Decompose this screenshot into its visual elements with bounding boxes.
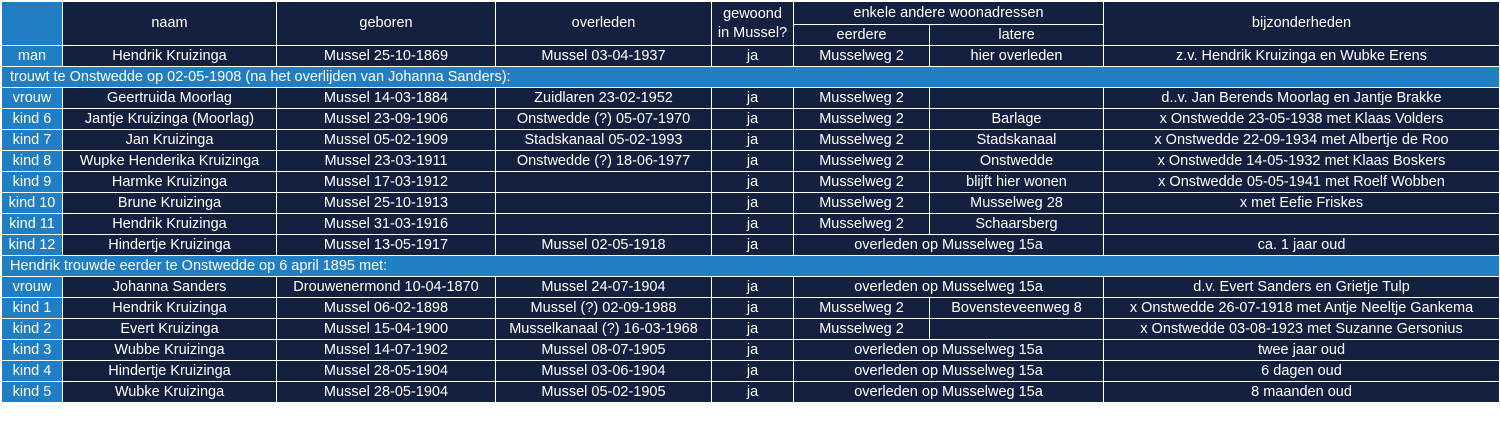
table-row — [2, 214, 1500, 235]
died-cell: Onstwedde (?) 18-06-1977 — [496, 151, 712, 172]
born-cell: Mussel 06-02-1898 — [277, 298, 496, 319]
died-cell: Mussel 08-07-1905 — [496, 340, 712, 361]
lived-cell: ja — [712, 319, 794, 340]
details-cell: x Onstwedde 23-05-1938 met Klaas Volders — [1104, 109, 1500, 130]
died-cell — [496, 172, 712, 193]
lived-cell: ja — [712, 46, 794, 67]
later-address-cell: Musselweg 28 — [930, 193, 1104, 214]
name-cell: Evert Kruizinga — [63, 319, 277, 340]
name-cell: Jan Kruizinga — [63, 130, 277, 151]
address-cell-merged: overleden op Musselweg 15a — [794, 340, 1104, 361]
table-row — [2, 277, 1500, 298]
born-cell: Mussel 13-05-1917 — [277, 235, 496, 256]
died-cell: Mussel 02-05-1918 — [496, 235, 712, 256]
lived-cell: ja — [712, 193, 794, 214]
earlier-address-cell: Musselweg 2 — [794, 109, 930, 130]
died-cell: Mussel 03-04-1937 — [496, 46, 712, 67]
separator-text: Hendrik trouwde eerder te Onstwedde op 6 april 1895 met: — [2, 256, 1500, 277]
role-cell: kind 1 — [2, 298, 63, 319]
later-address-cell: Stadskanaal — [930, 130, 1104, 151]
name-cell: Wupke Henderika Kruizinga — [63, 151, 277, 172]
lived-cell: ja — [712, 172, 794, 193]
role-cell: vrouw — [2, 277, 63, 298]
details-cell: x met Eefie Friskes — [1104, 193, 1500, 214]
role-cell: kind 9 — [2, 172, 63, 193]
name-cell: Hendrik Kruizinga — [63, 46, 277, 67]
born-cell: Mussel 05-02-1909 — [277, 130, 496, 151]
table-row — [2, 130, 1500, 151]
later-address-cell — [930, 319, 1104, 340]
lived-cell: ja — [712, 298, 794, 319]
genealogy-table — [1, 1, 1500, 403]
role-cell: kind 2 — [2, 319, 63, 340]
details-cell: ca. 1 jaar oud — [1104, 235, 1500, 256]
role-cell: vrouw — [2, 88, 63, 109]
role-cell: kind 6 — [2, 109, 63, 130]
born-cell: Mussel 28-05-1904 — [277, 361, 496, 382]
lived-cell: ja — [712, 235, 794, 256]
role-cell: kind 7 — [2, 130, 63, 151]
role-cell: kind 10 — [2, 193, 63, 214]
born-cell: Mussel 28-05-1904 — [277, 382, 496, 403]
table-row — [2, 88, 1500, 109]
lived-cell: ja — [712, 130, 794, 151]
table-row — [2, 172, 1500, 193]
name-cell: Hindertje Kruizinga — [63, 235, 277, 256]
details-cell — [1104, 214, 1500, 235]
lived-cell: ja — [712, 109, 794, 130]
separator-text: trouwt te Onstwedde op 02-05-1908 (na het overlijden van Johanna Sanders): — [2, 67, 1500, 88]
header-geboren: geboren — [277, 2, 496, 46]
died-cell: Mussel (?) 02-09-1988 — [496, 298, 712, 319]
table-row — [2, 382, 1500, 403]
later-address-cell — [930, 88, 1104, 109]
role-cell: kind 12 — [2, 235, 63, 256]
details-cell: x Onstwedde 26-07-1918 met Antje Neeltje Gankema — [1104, 298, 1500, 319]
role-cell: kind 11 — [2, 214, 63, 235]
died-cell: Stadskanaal 05-02-1993 — [496, 130, 712, 151]
details-cell: d..v. Jan Berends Moorlag en Jantje Brakke — [1104, 88, 1500, 109]
later-address-cell: hier overleden — [930, 46, 1104, 67]
earlier-address-cell: Musselweg 2 — [794, 172, 930, 193]
born-cell: Mussel 14-07-1902 — [277, 340, 496, 361]
table-row — [2, 361, 1500, 382]
earlier-address-cell: Musselweg 2 — [794, 298, 930, 319]
name-cell: Wubke Kruizinga — [63, 382, 277, 403]
details-cell: z.v. Hendrik Kruizinga en Wubke Erens — [1104, 46, 1500, 67]
lived-cell: ja — [712, 214, 794, 235]
details-cell: d.v. Evert Sanders en Grietje Tulp — [1104, 277, 1500, 298]
header-eerdere: eerdere — [794, 25, 930, 46]
address-cell-merged: overleden op Musselweg 15a — [794, 235, 1104, 256]
lived-cell: ja — [712, 340, 794, 361]
born-cell: Drouwenermond 10-04-1870 — [277, 277, 496, 298]
separator-row — [2, 67, 1500, 88]
details-cell: twee jaar oud — [1104, 340, 1500, 361]
died-cell: Mussel 03-06-1904 — [496, 361, 712, 382]
earlier-address-cell: Musselweg 2 — [794, 193, 930, 214]
header-row-top — [2, 2, 1500, 25]
later-address-cell: blijft hier wonen — [930, 172, 1104, 193]
born-cell: Mussel 23-09-1906 — [277, 109, 496, 130]
table-row — [2, 151, 1500, 172]
lived-cell: ja — [712, 151, 794, 172]
name-cell: Brune Kruizinga — [63, 193, 277, 214]
earlier-address-cell: Musselweg 2 — [794, 214, 930, 235]
table-row — [2, 340, 1500, 361]
name-cell: Jantje Kruizinga (Moorlag) — [63, 109, 277, 130]
earlier-address-cell: Musselweg 2 — [794, 88, 930, 109]
name-cell: Wubbe Kruizinga — [63, 340, 277, 361]
later-address-cell: Barlage — [930, 109, 1104, 130]
name-cell: Hendrik Kruizinga — [63, 298, 277, 319]
header-gewoond-line2: in Mussel? — [717, 24, 788, 41]
table-row — [2, 319, 1500, 340]
details-cell: 8 maanden oud — [1104, 382, 1500, 403]
header-latere: latere — [930, 25, 1104, 46]
address-cell-merged: overleden op Musselweg 15a — [794, 361, 1104, 382]
earlier-address-cell: Musselweg 2 — [794, 130, 930, 151]
details-cell: 6 dagen oud — [1104, 361, 1500, 382]
header-gewoond — [712, 2, 794, 46]
born-cell: Mussel 31-03-1916 — [277, 214, 496, 235]
name-cell: Geertruida Moorlag — [63, 88, 277, 109]
details-cell: x Onstwedde 22-09-1934 met Albertje de Roo — [1104, 130, 1500, 151]
earlier-address-cell: Musselweg 2 — [794, 46, 930, 67]
role-cell: kind 5 — [2, 382, 63, 403]
role-cell: kind 3 — [2, 340, 63, 361]
died-cell: Mussel 24-07-1904 — [496, 277, 712, 298]
died-cell: Mussel 05-02-1905 — [496, 382, 712, 403]
lived-cell: ja — [712, 88, 794, 109]
name-cell: Harmke Kruizinga — [63, 172, 277, 193]
earlier-address-cell: Musselweg 2 — [794, 319, 930, 340]
header-woonadressen: enkele andere woonadressen — [794, 2, 1104, 25]
name-cell: Hendrik Kruizinga — [63, 214, 277, 235]
born-cell: Mussel 25-10-1869 — [277, 46, 496, 67]
header-bijzonderheden: bijzonderheden — [1104, 2, 1500, 46]
header-gewoond-line1: gewoond — [723, 5, 782, 22]
separator-row — [2, 256, 1500, 277]
lived-cell: ja — [712, 361, 794, 382]
header-corner — [2, 2, 63, 46]
later-address-cell: Schaarsberg — [930, 214, 1104, 235]
lived-cell: ja — [712, 277, 794, 298]
earlier-address-cell: Musselweg 2 — [794, 151, 930, 172]
born-cell: Mussel 17-03-1912 — [277, 172, 496, 193]
role-cell: kind 8 — [2, 151, 63, 172]
address-cell-merged: overleden op Musselweg 15a — [794, 382, 1104, 403]
born-cell: Mussel 15-04-1900 — [277, 319, 496, 340]
born-cell: Mussel 14-03-1884 — [277, 88, 496, 109]
header-naam: naam — [63, 2, 277, 46]
details-cell: x Onstwedde 14-05-1932 met Klaas Boskers — [1104, 151, 1500, 172]
header-overleden: overleden — [496, 2, 712, 46]
address-cell-merged: overleden op Musselweg 15a — [794, 277, 1104, 298]
born-cell: Mussel 23-03-1911 — [277, 151, 496, 172]
died-cell: Onstwedde (?) 05-07-1970 — [496, 109, 712, 130]
table-row — [2, 46, 1500, 67]
later-address-cell: Onstwedde — [930, 151, 1104, 172]
lived-cell: ja — [712, 382, 794, 403]
died-cell: Zuidlaren 23-02-1952 — [496, 88, 712, 109]
table-row — [2, 298, 1500, 319]
details-cell: x Onstwedde 05-05-1941 met Roelf Wobben — [1104, 172, 1500, 193]
died-cell: Musselkanaal (?) 16-03-1968 — [496, 319, 712, 340]
died-cell — [496, 193, 712, 214]
details-cell: x Onstwedde 03-08-1923 met Suzanne Gersonius — [1104, 319, 1500, 340]
name-cell: Hindertje Kruizinga — [63, 361, 277, 382]
table-row — [2, 193, 1500, 214]
table-row — [2, 109, 1500, 130]
role-cell: man — [2, 46, 63, 67]
role-cell: kind 4 — [2, 361, 63, 382]
name-cell: Johanna Sanders — [63, 277, 277, 298]
died-cell — [496, 214, 712, 235]
later-address-cell: Bovensteveenweg 8 — [930, 298, 1104, 319]
table-row — [2, 235, 1500, 256]
born-cell: Mussel 25-10-1913 — [277, 193, 496, 214]
